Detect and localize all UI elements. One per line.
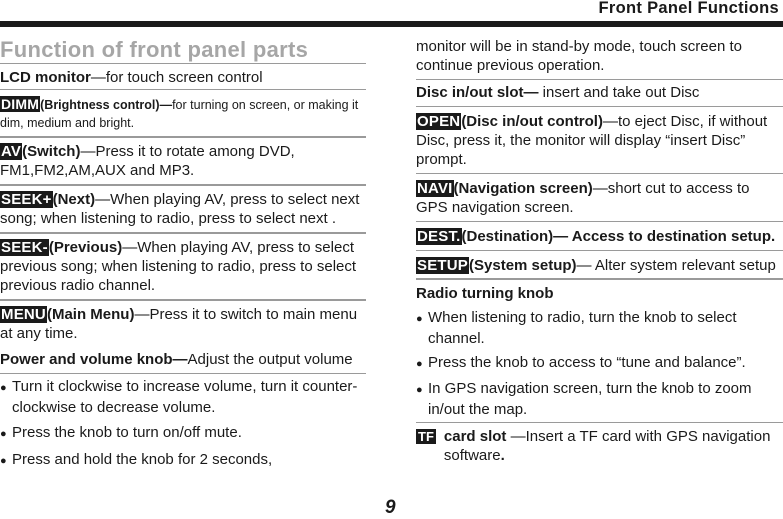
dimm-entry xyxy=(0,90,366,138)
dest-entry xyxy=(416,222,783,251)
power-bullet-1: ● Turn it clockwise to increase volume, turn it counter-clockwise to decrease volume. xyxy=(0,374,366,419)
navi-term: (Navigation screen) xyxy=(453,180,593,197)
disc-slot-term: Disc in/out slot— xyxy=(416,84,539,101)
seek-minus-desc: —When playing AV, press to select previous song; when listening to radio, press to select previous radio channel. xyxy=(0,239,357,294)
radio-bullet-2: ● Press the knob to access to “tune and balance”. xyxy=(416,350,783,376)
right-column xyxy=(416,36,783,467)
dimm-tag: DIMM xyxy=(1,96,40,112)
tf-tag: TF xyxy=(418,429,434,444)
menu-term: (Main Menu) xyxy=(46,306,135,323)
dimm-term: (Brightness control)— xyxy=(40,98,173,112)
dest-term: (Destination)— Access to destination setup. xyxy=(461,228,776,245)
navi-tag: NAVI xyxy=(417,180,453,197)
menu-desc: —Press it to switch to main menu at any time. xyxy=(0,306,358,342)
radio-term: Radio turning knob xyxy=(416,285,554,302)
menu-tag: MENU xyxy=(1,306,46,323)
power-term: Power and volume knob— xyxy=(0,351,188,368)
radio-knob-heading xyxy=(416,280,783,305)
section-title: Function of front panel parts xyxy=(0,37,366,64)
dest-tag: DEST. xyxy=(417,228,461,245)
av-desc: —Press it to rotate among DVD, FM1,FM2,AM,AUX and MP3. xyxy=(0,143,295,179)
open-term: (Disc in/out control) xyxy=(461,113,603,130)
disc-slot-entry xyxy=(416,80,783,107)
seek-plus-term: (Next) xyxy=(52,191,96,208)
lcd-monitor-entry xyxy=(0,64,366,90)
setup-entry xyxy=(416,251,783,280)
setup-term: (System setup) xyxy=(469,257,577,274)
tf-period: . xyxy=(500,447,505,464)
left-column xyxy=(0,36,366,473)
radio-bullet-1: ● When listening to radio, turn the knob to select channel. xyxy=(416,305,783,350)
seek-minus-term: (Previous) xyxy=(48,239,123,256)
tf-card-entry xyxy=(416,423,783,467)
tf-desc: —Insert a TF card with GPS navigation software xyxy=(443,428,771,464)
av-tag: AV xyxy=(1,143,22,160)
open-desc: —to eject Disc, if without Disc, press it, the monitor will display “insert Disc” prompt. xyxy=(416,113,768,168)
tf-text xyxy=(444,427,783,465)
power-bullet-2: ● Press the knob to turn on/off mute. xyxy=(0,419,366,446)
seek-plus-desc: —When playing AV, press to select next song; when listening to radio, press to select next . xyxy=(0,191,360,227)
setup-desc: — Alter system relevant setup xyxy=(576,257,776,274)
disc-slot-desc: insert and take out Disc xyxy=(538,84,700,101)
page-header-title: Front Panel Functions xyxy=(598,0,779,17)
seek-minus-entry xyxy=(0,234,366,301)
navi-entry xyxy=(416,174,783,222)
open-entry xyxy=(416,107,783,174)
power-knob-entry xyxy=(0,345,366,374)
navi-desc: —short cut to access to GPS navigation screen. xyxy=(416,180,750,216)
seek-plus-tag: SEEK+ xyxy=(1,191,52,208)
power-desc: Adjust the output volume xyxy=(187,351,353,368)
power-bullet-3: ● Press and hold the knob for 2 seconds, xyxy=(0,446,366,473)
av-term: (Switch) xyxy=(22,143,81,160)
dimm-desc: for turning on screen, or making it dim, medium and bright. xyxy=(0,98,359,130)
seek-minus-tag: SEEK- xyxy=(1,239,48,256)
lcd-desc: —for touch screen control xyxy=(90,69,263,86)
radio-bullet-3: ● In GPS navigation screen, turn the knob to zoom in/out the map. xyxy=(416,376,783,423)
menu-entry xyxy=(0,301,366,345)
page-number: 9 xyxy=(385,497,396,518)
av-entry xyxy=(0,138,366,186)
setup-tag: SETUP xyxy=(417,257,469,274)
open-tag: OPEN xyxy=(417,113,461,130)
seek-plus-entry xyxy=(0,186,366,234)
header-divider-bar xyxy=(0,21,783,27)
tf-term: card slot xyxy=(443,428,507,445)
lcd-term: LCD monitor xyxy=(0,69,91,86)
standby-continued-text: monitor will be in stand-by mode, touch screen to continue previous operation. xyxy=(416,36,783,80)
